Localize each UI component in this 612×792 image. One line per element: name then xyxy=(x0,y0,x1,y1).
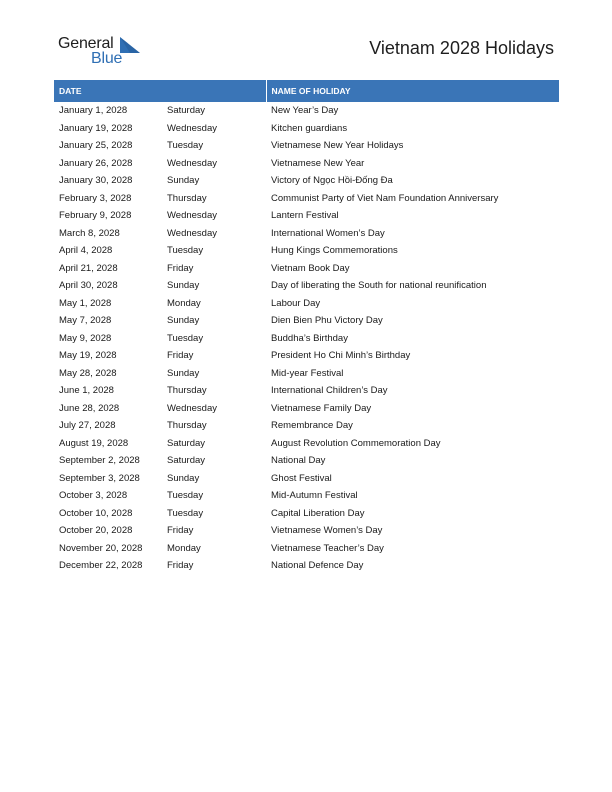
holiday-name-cell: Vietnamese Women’s Day xyxy=(271,525,383,537)
holiday-date-cell: May 28, 2028 xyxy=(59,367,117,379)
holiday-weekday-cell: Sunday xyxy=(167,367,200,379)
holiday-date-cell: October 20, 2028 xyxy=(59,525,133,537)
holiday-name-cell: Remembrance Day xyxy=(271,420,353,432)
holiday-weekday-cell: Sunday xyxy=(167,472,200,484)
holiday-date-cell: January 30, 2028 xyxy=(59,175,133,187)
logo xyxy=(58,35,148,69)
holiday-name-cell: Mid-year Festival xyxy=(271,367,344,379)
holiday-name-cell: Vietnamese New Year Holidays xyxy=(271,140,404,152)
holiday-date-cell: May 9, 2028 xyxy=(59,332,112,344)
table-row xyxy=(54,295,559,313)
holiday-weekday-cell: Tuesday xyxy=(167,332,204,344)
holiday-weekday-cell: Tuesday xyxy=(167,490,204,502)
holiday-date-cell: January 26, 2028 xyxy=(59,157,133,169)
holiday-weekday-cell: Tuesday xyxy=(167,140,204,152)
table-row xyxy=(54,505,559,523)
holiday-date-cell: October 3, 2028 xyxy=(59,490,128,502)
holiday-name-cell: Mid-Autumn Festival xyxy=(271,490,358,502)
holiday-name-cell: Vietnamese Teacher’s Day xyxy=(271,542,384,554)
page-title: Vietnam 2028 Holidays xyxy=(369,38,554,58)
holiday-date-cell: June 1, 2028 xyxy=(59,385,114,397)
holiday-date-cell: January 25, 2028 xyxy=(59,140,133,152)
holiday-name-cell: National Day xyxy=(271,455,326,467)
holiday-weekday-cell: Friday xyxy=(167,262,194,274)
holiday-date-cell: February 9, 2028 xyxy=(59,210,132,222)
holiday-weekday-cell: Saturday xyxy=(167,105,206,117)
table-row xyxy=(54,557,559,575)
holiday-weekday-cell: Thursday xyxy=(167,420,207,432)
holiday-name-cell: Day of liberating the South for national reunification xyxy=(271,280,487,292)
holiday-name-cell: Vietnamese Family Day xyxy=(271,402,372,414)
table-row xyxy=(54,225,559,243)
table-row xyxy=(54,330,559,348)
holiday-name-cell: Ghost Festival xyxy=(271,472,332,484)
table-row xyxy=(54,347,559,365)
holiday-weekday-cell: Wednesday xyxy=(167,402,217,414)
holiday-date-cell: November 20, 2028 xyxy=(59,542,143,554)
holiday-name-cell: International Children’s Day xyxy=(271,385,388,397)
holiday-weekday-cell: Wednesday xyxy=(167,227,217,239)
holiday-name-cell: New Year’s Day xyxy=(271,105,339,117)
holiday-weekday-cell: Friday xyxy=(167,350,194,362)
table-header-row xyxy=(54,80,559,102)
holiday-name-cell: Kitchen guardians xyxy=(271,122,348,134)
holiday-name-cell: Dien Bien Phu Victory Day xyxy=(271,315,383,327)
holiday-weekday-cell: Sunday xyxy=(167,315,200,327)
holiday-weekday-cell: Monday xyxy=(167,297,201,309)
table-row xyxy=(54,137,559,155)
holiday-date-cell: January 1, 2028 xyxy=(59,105,128,117)
holiday-date-cell: June 28, 2028 xyxy=(59,402,120,414)
holiday-name-cell: National Defence Day xyxy=(271,560,364,572)
holiday-name-cell: Labour Day xyxy=(271,297,321,309)
table-row xyxy=(54,487,559,505)
holiday-weekday-cell: Monday xyxy=(167,542,201,554)
table-row xyxy=(54,540,559,558)
holiday-weekday-cell: Sunday xyxy=(167,175,200,187)
holiday-name-cell: August Revolution Commemoration Day xyxy=(271,437,441,449)
table-row xyxy=(54,452,559,470)
holiday-name-cell: International Women’s Day xyxy=(271,227,385,239)
holiday-weekday-cell: Thursday xyxy=(167,385,207,397)
table-row xyxy=(54,102,559,120)
holiday-weekday-cell: Friday xyxy=(167,525,194,537)
holiday-date-cell: April 4, 2028 xyxy=(59,245,113,257)
holiday-date-cell: January 19, 2028 xyxy=(59,122,133,134)
logo-word-general: General xyxy=(58,35,114,52)
table-row xyxy=(54,470,559,488)
holiday-weekday-cell: Saturday xyxy=(167,437,206,449)
holiday-name-cell: Victory of Ngọc Hồi-Đống Đa xyxy=(271,175,393,187)
holiday-name-cell: President Ho Chi Minh’s Birthday xyxy=(271,350,411,362)
holiday-date-cell: May 1, 2028 xyxy=(59,297,112,309)
holiday-weekday-cell: Tuesday xyxy=(167,507,204,519)
holiday-name-cell: Vietnamese New Year xyxy=(271,157,365,169)
table-row xyxy=(54,400,559,418)
holiday-weekday-cell: Friday xyxy=(167,560,194,572)
table-row xyxy=(54,190,559,208)
column-header-holiday-name: NAME OF HOLIDAY xyxy=(266,80,559,102)
holiday-date-cell: October 10, 2028 xyxy=(59,507,133,519)
table-row xyxy=(54,155,559,173)
holiday-name-cell: Buddha’s Birthday xyxy=(271,332,348,344)
logo-word-blue: Blue xyxy=(91,50,123,67)
holiday-date-cell: May 19, 2028 xyxy=(59,350,117,362)
table-row xyxy=(54,120,559,138)
table-row xyxy=(54,207,559,225)
holiday-weekday-cell: Saturday xyxy=(167,455,206,467)
holiday-date-cell: August 19, 2028 xyxy=(59,437,129,449)
holiday-name-cell: Vietnam Book Day xyxy=(271,262,350,274)
table-row xyxy=(54,382,559,400)
table-row xyxy=(54,277,559,295)
table-row xyxy=(54,435,559,453)
holiday-date-cell: April 30, 2028 xyxy=(59,280,118,292)
logo-triangle-icon xyxy=(120,37,140,53)
table-row xyxy=(54,242,559,260)
holiday-name-cell: Hung Kings Commemorations xyxy=(271,245,398,257)
holiday-weekday-cell: Wednesday xyxy=(167,122,217,134)
holiday-date-cell: September 3, 2028 xyxy=(59,472,140,484)
table-row xyxy=(54,365,559,383)
table-row xyxy=(54,522,559,540)
holiday-date-cell: December 22, 2028 xyxy=(59,560,143,572)
holiday-date-cell: September 2, 2028 xyxy=(59,455,140,467)
table-body xyxy=(54,102,559,575)
table-row xyxy=(54,417,559,435)
holiday-name-cell: Communist Party of Viet Nam Foundation Anniversary xyxy=(271,192,499,204)
holiday-date-cell: July 27, 2028 xyxy=(59,420,116,432)
holiday-date-cell: April 21, 2028 xyxy=(59,262,118,274)
column-header-date: DATE xyxy=(59,86,82,96)
holiday-weekday-cell: Thursday xyxy=(167,192,207,204)
holiday-date-cell: March 8, 2028 xyxy=(59,227,120,239)
holiday-weekday-cell: Tuesday xyxy=(167,245,204,257)
table-row xyxy=(54,260,559,278)
holiday-weekday-cell: Wednesday xyxy=(167,210,217,222)
holiday-weekday-cell: Wednesday xyxy=(167,157,217,169)
holiday-name-cell: Capital Liberation Day xyxy=(271,507,365,519)
table-row xyxy=(54,312,559,330)
holiday-date-cell: February 3, 2028 xyxy=(59,192,132,204)
holiday-weekday-cell: Sunday xyxy=(167,280,200,292)
holiday-table xyxy=(54,80,559,575)
table-row xyxy=(54,172,559,190)
holiday-name-cell: Lantern Festival xyxy=(271,210,339,222)
holiday-date-cell: May 7, 2028 xyxy=(59,315,112,327)
